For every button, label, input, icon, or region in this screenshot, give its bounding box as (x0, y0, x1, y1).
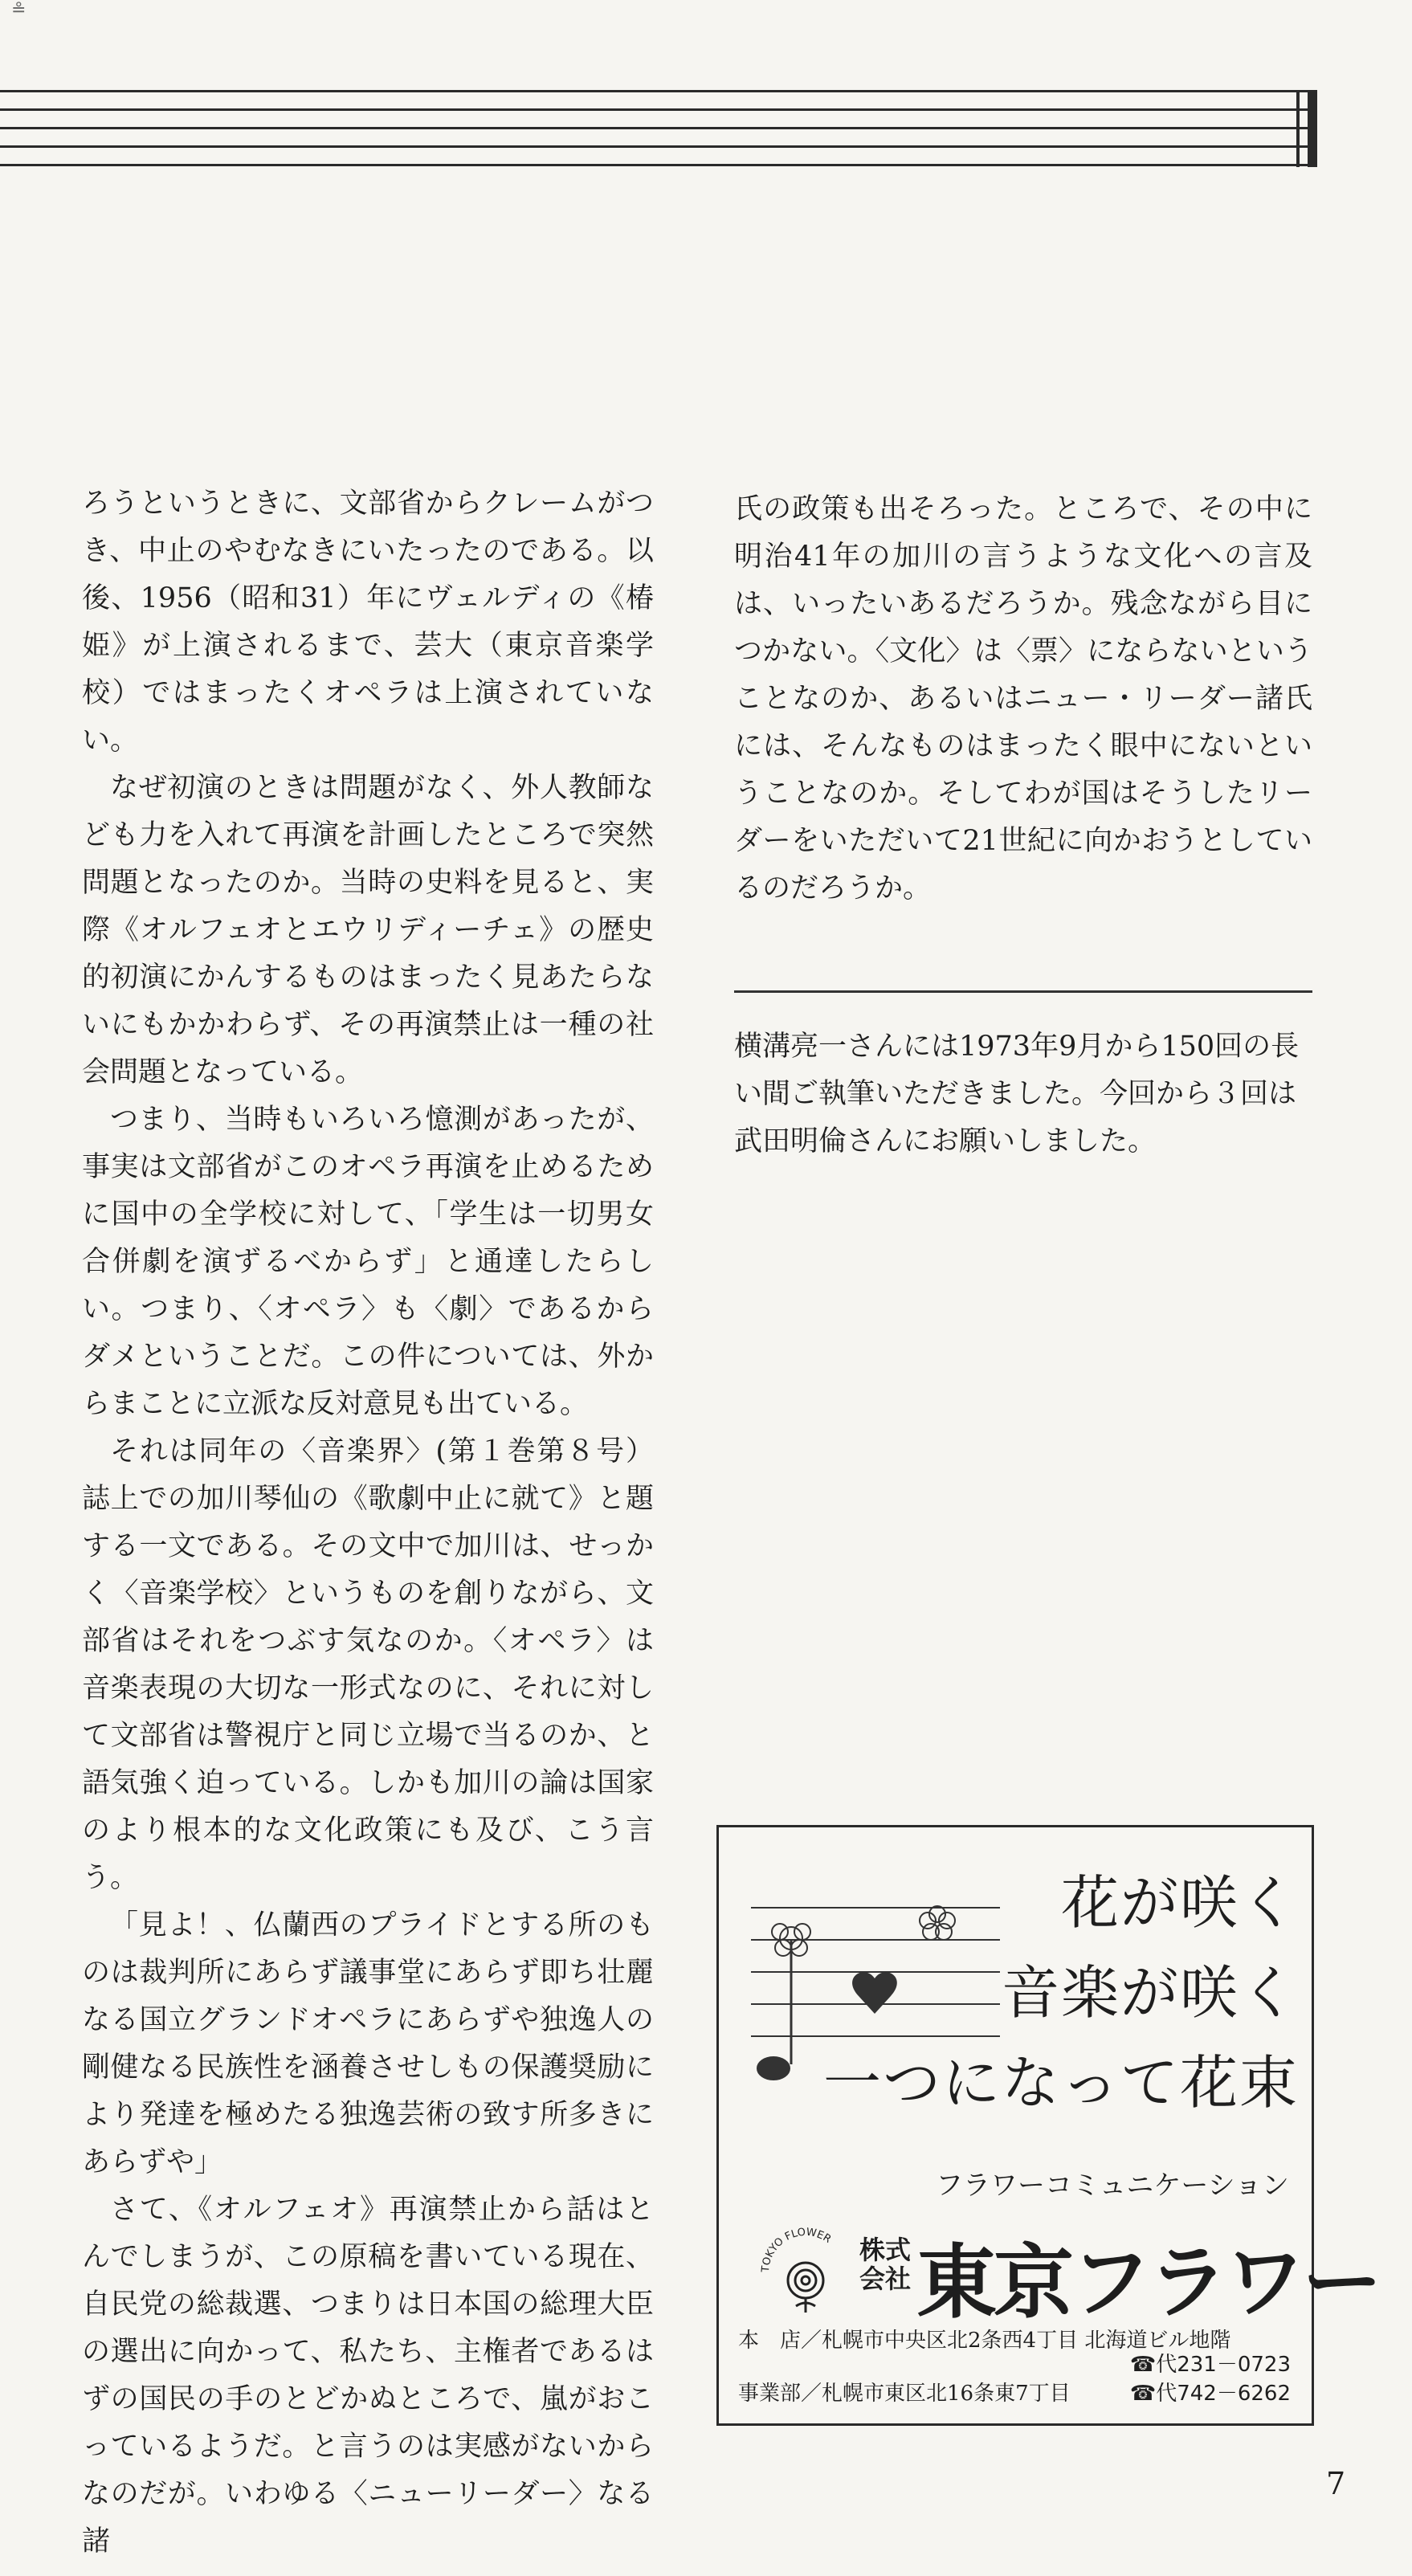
ad-logo-text: TOKYO FLOWER (759, 2226, 834, 2273)
article-left-column (82, 480, 654, 2566)
paragraph: さて、《オルフェオ》再演禁止から話はとんでしまうが、この原稿を書いている現在、自民党の総裁選、つまりは日本国の総理大臣の選出に向かって、私たち、主権者であるはずの国民の手のとどかぬところで、嵐がおこっているようだ。と言うのは実感がないからなのだが。いわゆる〈ニューリーダー〉なる諸 (82, 2194, 654, 2558)
paragraph: 氏の政策も出そろった。ところで、その中に明治41年の加川の言うような文化への言及は、いったいあるだろうか。残念ながら目につかない。〈文化〉は〈票〉にならないということなのか、あるいはニュー・リーダー諸氏には、そんなものはまったく眼中にないということなのか。そしてわが国はそうしたリーダーをいただいて21世紀に向かおうとしているのだろうか。 (734, 493, 1312, 904)
article-right-column (734, 486, 1312, 912)
ad-slogan-1: 花が咲く (1060, 1869, 1299, 1937)
paragraph: それは同年の〈音楽界〉(第１巻第８号）誌上での加川琴仙の《歌劇中止に就て》と題する一文である。その文中で加川は、せっかく〈音楽学校〉というものを創りながら、文部省はそれをつぶす気なのか。〈オペラ〉は音楽表現の大切な一形式なのに、それに対して文部省は警視庁と同じ立場で当るのか、と語気強く迫っている。しかも加川の論は国家のより根本的な文化政策にも及び、こう言う。 (82, 1435, 654, 1894)
ad-tel-branch: ☎代742－6262 (1129, 2382, 1291, 2406)
paragraph: 「見よ！、仏蘭西のプライドとする所のものは裁判所にあらず議事堂にあらず即ち壮麗なる国立グランドオペラにあらずや独逸人の剛健なる民族性を涵養させしもの保護奨励により発達を極めたる独逸芸術の致す所多きにあらずや」 (82, 1909, 654, 2178)
ad-address-branch: 事業部／札幌市東区北16条東7丁目 (738, 2382, 1071, 2406)
paragraph: つまり、当時もいろいろ憶測があったが、事実は文部省がこのオペラ再演を止めるために国中の全学校に対して、「学生は一切男女合併劇を演ずるべからず」と通達したらしい。つまり、〈オペラ〉も〈劇〉であるからダメということだ。この件については、外からまことに立派な反対意見も出ている。 (82, 1104, 654, 1420)
ad-brand-name: 東京フラワー (916, 2235, 1379, 2329)
paragraph: ろうというときに、文部省からクレームがつき、中止のやむなきにいたったのである。以後、1956（昭和31）年にヴェルディの《椿姫》が上演されるまで、芸大（東京音楽学校）ではまったくオペラは上演されていない。 (82, 488, 654, 757)
ad-slogan-2: 音楽が咲く (1001, 1959, 1299, 2027)
ad-slogan-3: 一つになって花束 (822, 2049, 1299, 2117)
editor-note-text: 横溝亮一さんには1973年9月から150回の長い間ご執筆いただきました。今回から３回は武田明倫さんにお願いしました。 (734, 1031, 1300, 1157)
ad-subtitle: フラワーコミュニケーション (936, 2170, 1289, 2202)
paragraph: なぜ初演のときは問題がなく、外人教師なども力を入れて再演を計画したところで突然問題となったのか。当時の史料を見ると、実際《オルフェオとエウリディーチェ》の歴史的初演にかんするものはまったく見あたらないにもかかわらず、その再演禁止は一種の社会問題となっている。 (82, 772, 654, 1088)
ad-company-type: 株式会社 (859, 2235, 911, 2294)
editor-note (734, 1023, 1312, 1166)
rose-logo-icon (757, 2219, 854, 2316)
section-divider (734, 990, 1312, 993)
corner-mark: ≗ (11, 0, 27, 20)
page-number: 7 (1326, 2466, 1346, 2501)
ad-tel-main: ☎代231－0723 (1129, 2353, 1291, 2377)
advertisement-box (716, 1825, 1379, 2426)
ad-address-main: 本 店／札幌市中央区北2条西4丁目 北海道ビル地階 (738, 2329, 1231, 2353)
music-staff-decoration (0, 90, 1317, 167)
